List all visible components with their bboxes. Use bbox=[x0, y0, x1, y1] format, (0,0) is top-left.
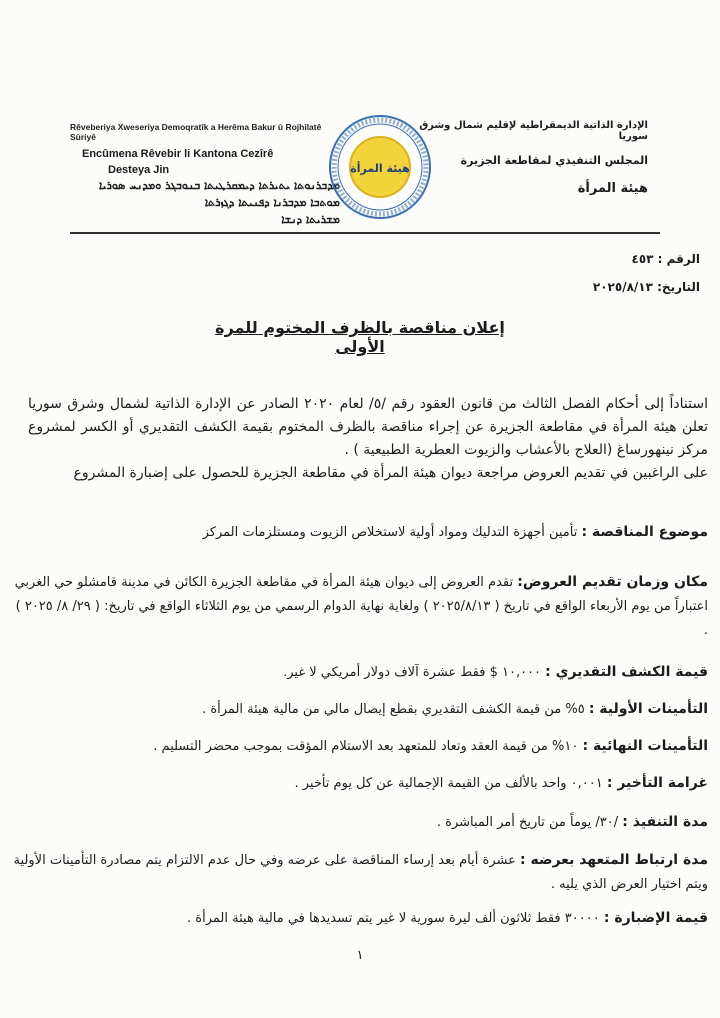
bidder-commitment-period bbox=[10, 848, 708, 897]
intro-text bbox=[28, 393, 708, 485]
intro-paragraph: استناداً إلى أحكام الفصل الثالث من قانون العقود رقم /٥/ لعام ٢٠٢٠ الصادر عن الإدارة الذاتية لشمال وشرق سوريا تعلن هيئة المرأة في مقاطعة الجزيرة عن إجراء مناقصة بالظرف المختوم بقيمة الكشف التقديري أو الكسر لمشروع مركز نينهورساغ (العلاج بالأعشاب والزيوت العطرية الطبيعية ) . bbox=[28, 396, 708, 458]
arabic-header-line3: هيئة المرأة bbox=[577, 181, 648, 196]
item-label: التأمينات النهائية : bbox=[582, 738, 708, 754]
item-text: تأمين أجهزة التدليك ومواد أولية لاستخلاص الزيوت ومستلزمات المركز bbox=[202, 525, 582, 540]
item-label: موضوع المناقصة : bbox=[581, 524, 708, 540]
delay-penalty bbox=[10, 771, 708, 796]
syriac-header-line1: ܡܕܒܪܢܘܬܐ ܝܬܝܪܬܐ ܕܝܡܩܪܛܝܬܐ ܒܢܘܒܓܪ ܘܡܕܢܚ ܣܘܪܝܐ bbox=[98, 179, 340, 192]
item-label: مكان وزمان تقديم العروض: bbox=[517, 574, 708, 590]
item-label: غرامة التأخير : bbox=[606, 775, 708, 791]
item-text: ٠,٠٠١ واحد بالألف من القيمة الإجمالية عن كل يوم تأخير . bbox=[294, 776, 607, 791]
item-label: قيمة الكشف التقديري : bbox=[545, 664, 708, 680]
item-text: /٣٠/ يوماً من تاريخ أمر المباشرة . bbox=[436, 815, 623, 830]
page-title: إعلان مناقصة بالظرف المختوم للمرة الأولى bbox=[215, 318, 505, 356]
reference-number: الرقم : ٤٥٣ bbox=[631, 252, 700, 266]
estimated-value bbox=[10, 660, 708, 685]
kurdish-header-line2: Encûmena Rêvebir li Kantona Cezîrê bbox=[82, 148, 274, 160]
intro-paragraph: على الراغبين في تقديم العروض مراجعة ديوان هيئة المرأة في مقاطعة الجزيرة للحصول على إضبارة المشروع bbox=[73, 465, 708, 481]
arabic-header-line1: الإدارة الذاتية الديمقراطية لإقليم شمال وشرق سوريا bbox=[419, 120, 648, 142]
arabic-header-line2: المجلس التنفيذي لمقاطعة الجزيرة bbox=[460, 154, 648, 167]
item-label: التأمينات الأولية : bbox=[588, 701, 708, 717]
syriac-header-line2: ܡܘܬܒܐ ܡܕܒܪܢܐ ܕܦܢܝܬܐ ܕܓܙܪܬܐ bbox=[204, 196, 340, 209]
item-label: قيمة الإضبارة : bbox=[603, 910, 708, 926]
header-divider bbox=[70, 232, 660, 234]
kurdish-header-line3: Desteya Jin bbox=[108, 164, 170, 176]
kurdish-header bbox=[70, 122, 340, 227]
page-number: ١ bbox=[356, 948, 364, 963]
item-label: مدة ارتباط المتعهد بعرضه : bbox=[519, 852, 708, 868]
tender-subject bbox=[10, 520, 708, 545]
item-text: عشرة أيام بعد إرساء المناقصة على عرضه وفي حال عدم الالتزام يتم مصادرة التأمينات الأولية ويتم اختيار العرض الذي يليه . bbox=[13, 853, 708, 892]
file-price bbox=[10, 906, 708, 931]
execution-period bbox=[10, 810, 708, 835]
kurdish-header-line1: Rêveberiya Xweseriya Demoqratîk a Herêma Bakur û Rojhilatê Sûriyê bbox=[70, 122, 322, 142]
seal-center-text: هيئة المرأة bbox=[350, 162, 410, 175]
item-text: ١٠% من قيمة العقد وتعاد للمتعهد بعد الاستلام المؤقت بموجب محضر التسليم . bbox=[153, 739, 583, 754]
item-text: ٥% من قيمة الكشف التقديري بقطع إيصال مالي من مالية هيئة المرأة . bbox=[202, 702, 589, 717]
syriac-header-line3: ܡܫܪܝܬܐ ܕܢܫܐ bbox=[281, 213, 340, 226]
item-label: مدة التنفيذ : bbox=[622, 814, 708, 830]
item-text: تقدم العروض إلى ديوان هيئة المرأة في مقاطعة الجزيرة الكائن في مدينة قامشلو حي الغربي اعتباراً من يوم الأربعاء الواقع في تاريخ ( ٢٠٢٥/٨/١٣ ) ولغاية نهاية الدوام الرسمي من يوم الثلاثاء الواقع في تاريخ: ( ٢٩/ ٨/ ٢٠٢٥ ) . bbox=[14, 575, 708, 638]
item-text: ٣٠٠٠٠ فقط ثلاثون ألف ليرة سورية لا غير يتم تسديدها في مالية هيئة المرأة . bbox=[187, 911, 604, 926]
initial-guarantee bbox=[10, 697, 708, 722]
reference-date: التاريخ: ٢٠٢٥/٨/١٣ bbox=[592, 280, 700, 294]
submission-place-time bbox=[10, 570, 708, 643]
item-text: ١٠,٠٠٠ $ فقط عشرة آلاف دولار أمريكي لا غير. bbox=[283, 665, 546, 680]
arabic-header bbox=[398, 120, 648, 196]
final-guarantee bbox=[10, 734, 708, 759]
